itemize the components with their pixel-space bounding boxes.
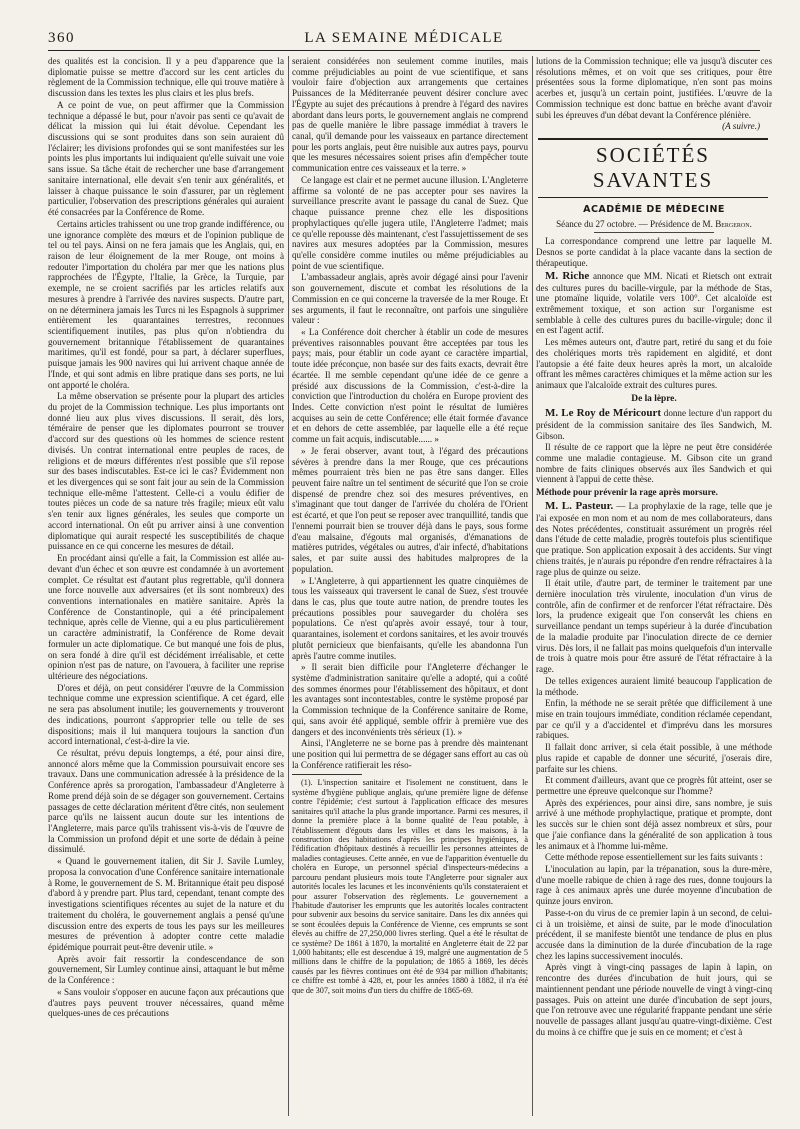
academy-heading: ACADÉMIE DE MÉDECINE	[583, 203, 725, 215]
column-divider	[532, 56, 533, 1116]
section-title: SOCIÉTÉS SAVANTES	[592, 143, 714, 192]
paragraph: Ce résultat, prévu depuis longtemps, a été, pour ainsi dire, annoncé alors même que la Commission poursuivait encore ses travaux. Dans une communication adressée à la présidence de la Conférence après sa prorogation, l'ambassadeur d'Angleterre à Rome prend déjà soin de se dégager son gouvernement. Certains passages de cette déclaration méritent d'être cités, non seulement parce qu'ils ne laissent aucun doute sur les intentions de l'Angleterre, mais parce qu'ils trahissent vis-à-vis de l'œuvre de la Commission un profond dépit et une sorte de dédain à peine dissimulé.	[48, 748, 284, 855]
paragraph: lutions de la Commission technique; elle va jusqu'à discuter ces résolutions mêmes, et on voit que ses critiques, pour être présentées sous la forme diplomatique, n'en sont pas moins acerbes et, jusqu'à un certain point, justifiées. L'œuvre de la Commission technique est donc battue en brèche avant d'avoir subi les épreuves d'un débat devant la Conférence plénière.	[536, 56, 772, 120]
paragraph: Ce langage est clair et ne permet aucune illusion. L'Angleterre affirme sa volonté de ne pas accepter pour ses navires la surveillance prescrite avant le passage du canal de Suez. Que chaque puissance prenne chez elle les dispositions prophylactiques qu'elle jugera utile, l'Angleterre l'admet; mais ce qu'elle repousse dès maintenant, c'est l'assujettissement de ses navires aux mesures adoptées par la Commission, mesures qu'elle considère comme inutiles ou même préjudiciables au point de vue scientifique.	[292, 174, 528, 271]
paragraph: A ce point de vue, on peut affirmer que la Commission technique a dépassé le but, pour n'avoir pas senti ce qu'avait de délicat la mission qui lui était dévolue. Cependant les discussions qui se sont produites dans son sein auraient dû l'éclairer; les divisions profondes qui se sont manifestées sur les points les plus importants lui indiquaient qu'elle suivait une voie sans issue. Sa tâche était de rechercher une base d'arrangement sanitaire international, elle devait s'en tenir aux généralités, et laisser à chaque puissance le soin d'assurer, par un règlement particulier, l'observation des prescriptions générales qui auraient été consacrées par la Conférence de Rome.	[48, 99, 284, 218]
paragraph: Après des expériences, pour ainsi dire, sans nombre, je suis arrivé à une méthode prophylactique, pratique et prompte, dont les succès sur le chien sont déjà assez nombreux et sûrs, pour que j'aie confiance dans la généralité de son application à tous les animaux et à l'homme lui-même.	[536, 797, 772, 851]
paragraph: Cette méthode repose essentiellement sur les faits suivants :	[545, 852, 763, 863]
speaker-name: M. Riche	[545, 269, 590, 282]
column-1	[48, 56, 284, 1116]
paragraph: Les mêmes auteurs ont, d'autre part, retiré du sang et du foie des cholériques morts très rapidement en algidité, et dont l'autopsie a été faite deux heures après la mort, un alcaloïde offrant les mêmes caractères chimiques et la même action sur les animaux que l'alcaloïde extrait des cultures pures.	[536, 337, 772, 391]
section-title-box	[538, 138, 768, 198]
paragraph	[536, 407, 772, 441]
seance-president: Bergeron.	[715, 218, 752, 229]
journal-title: LA SEMAINE MÉDICALE	[304, 30, 504, 46]
paragraph: Ainsi, l'Angleterre ne se borne pas à prendre dès maintenant une position qui lui permettra de se dégager sans effort au cas où la Conférence ratifierait les réso-	[292, 738, 528, 770]
quotation: » Il serait bien difficile pour l'Angleterre d'échanger le système d'administration sanitaire qu'elle a adopté, qui a coûté des sommes énormes pour l'établissement des hôpitaux, et dont les avantages sont incontestables, contre le système proposé par la Commission technique de la Conférence sanitaire de Rome, qui, sans avoir été appliqué, semble offrir à première vue des dangers et des inconvénients très sérieux (1). »	[292, 662, 528, 737]
paragraph: Enfin, la méthode ne se serait prêtée que difficilement à une mise en train toujours immédiate, condition réclamée cependant, par ce qu'il y a d'accidentel et d'imprévu dans les morsures rabiques.	[536, 698, 772, 741]
paragraph: D'ores et déjà, on peut considérer l'œuvre de la Commission technique comme une expression scientifique. A cet égard, elle ne sera pas absolument inutile; les gouvernements y trouveront des indications, pourront s'approprier telle ou telle de ses dispositions; mais il lui manquera toujours la sanction d'un accord international, c'est-à-dire la vie.	[48, 682, 284, 747]
quotation: » L'Angleterre, à qui appartiennent les quatre cinquièmes de tous les vaisseaux qui traversent le canal de Suez, s'est trouvée dans le cas, plus que toute autre nation, de prendre toutes les précautions possibles pour sauvegarder du choléra ses populations. Ce n'est qu'après avoir essayé, tour à tour, quarantaines, isolement et cordons sanitaires, et les avoir trouvés plutôt pernicieux que bienfaisants, qu'elle les abandonna l'un après l'autre comme inutiles.	[292, 575, 528, 661]
footnote-rule	[292, 774, 362, 775]
to-be-continued: (A suivre.)	[722, 121, 760, 132]
speaker-text: donne lecture d'un rapport du président de la commission sanitaire des îles Sandwich, M. Gibson.	[536, 407, 773, 441]
column-divider	[288, 56, 289, 1116]
quotation: « La Conférence doit chercher à établir un code de mesures préventives raisonnables pouvant être acceptées par tous les pays; mais, pour établir un code ayant ce caractère impartial, toute idée préconçue, non basée sur des faits exacts, devrait être écartée. Il me semble cependant qu'une idée de ce genre a présidé aux discussions de la Commission, c'est-à-dire la conviction que l'introduction du choléra en Europe provient des Indes. Cette conviction n'est point le résultat de lumières acquises au sein de cette Conférence; elle était formée d'avance et en dehors de cette assemblée, par laquelle elle a été reçue comme un fait acquis, indiscutable...... »	[292, 326, 528, 445]
page-number: 360	[48, 30, 75, 46]
divider	[594, 232, 714, 233]
paragraph: En procédant ainsi qu'elle a fait, la Commission est allée au-devant d'un échec et son œuvre est condamnée à un avortement complet. Ce résultat est d'autant plus regrettable, qu'il donnera une force nouvelle aux adversaires (et ils sont nombreux) des conventions internationales en matière sanitaire. Après la Conférence de Constantinople, qui a été principalement technique, après celle de Vienne, qui a eu plus particulièrement un caractère administratif, la Conférence de Rome devait formuler un acte diplomatique. Ce but manqué une fois de plus, on sera fondé à dire qu'il est décidément irréalisable, et cette opinion n'est pas de nature, on l'avouera, à faciliter une reprise ultérieure des négociations.	[48, 553, 284, 681]
page-header	[48, 28, 760, 51]
column-2	[292, 56, 528, 1116]
paragraph	[536, 270, 772, 337]
speaker-text: annonce que MM. Nicati et Rietsch ont extrait des cultures pures du bacille-virgule, par la méthode de Stas, une ptomaïne liquide, volatile vers 100°. Cet alcaloïde est extrêmement toxique, et son action sur l'organisme est semblable à celle des cultures pures du bacille-virgule; donc il en est l'agent actif.	[536, 270, 772, 336]
paragraph: Et comment d'ailleurs, avant que ce progrès fût atteint, oser se permettre une épreuve quelconque sur l'homme?	[536, 775, 772, 796]
subheading: De la lèpre.	[631, 393, 677, 404]
paragraph: Certains articles trahissent ou une trop grande indifférence, ou une ignorance complète des mœurs et de l'opinion publique de tel ou tel pays. Ainsi on ne fera jamais que les Anglais, qui, en raison de leur éloignement de la mer Rouge, ont moins à redouter l'importation du choléra par mer que les nations plus rapprochées de l'Égypte, l'Italie, la Grèce, la Turquie, par exemple, ne se croient sacrifiés par les articles relatifs aux mesures à prendre à l'arrivée des navires suspects. D'autre part, on ne déterminera jamais les Turcs ni les Espagnols à supprimer entièrement les quarantaines terrestres, reconnues scientifiquement inutiles, pas plus qu'on n'obtiendra du gouvernement britannique l'établissement de quarantaines maritimes, qu'il est fondé, pour sa part, à déclarer superflues, puisque jamais les 900 navires qui lui arrivent chaque année de l'Inde, et qui sont admis en libre pratique dans ses ports, ne lui ont apporté le choléra.	[48, 218, 284, 390]
quotation: « Sans vouloir s'opposer en aucune façon aux précautions que d'autres pays peuvent trouver nécessaires, quand même quelques-unes de ces précautions	[48, 986, 284, 1019]
paragraph: L'ambassadeur anglais, après avoir dégagé ainsi pour l'avenir son gouvernement, discute et combat les résolutions de la Commission en ce qui concerne la traversée de la mer Rouge. Et ses arguments, il faut le reconnaître, ont parfois une singulière valeur :	[292, 272, 528, 326]
paragraph: De telles exigences auraient limité beaucoup l'application de la méthode.	[536, 675, 772, 697]
seance-text: Séance du 27 octobre. — Présidence de M.	[556, 218, 713, 229]
paragraph: Il résulte de ce rapport que la lèpre ne peut être considérée comme une maladie contagieuse. M. Gibson cite un grand nombre de faits cliniques observés aux îles Sandwich et qui viennent à l'appui de cette thèse.	[536, 442, 772, 485]
column-3	[536, 56, 772, 1116]
speaker-text: — La prophylaxie de la rage, telle que je l'ai exposée en mon nom et au nom de mes collaborateurs, dans des Notes précédentes, constituait assurément un progrès réel dans l'étude de cette maladie, progrès toutefois plus scientifique que pratique. Son application exposait à des accidents. Sur vingt chiens traités, je n'aurais pu répondre d'en rendre réfractaires à la rage plus de quinze ou seize.	[536, 501, 772, 577]
speaker-name: M. L. Pasteur.	[545, 500, 614, 513]
paragraph: Après avoir fait ressortir la condescendance de son gouvernement, Sir Lumley continue ainsi, attaquant le but même de la Conférence :	[48, 953, 284, 986]
subheading: Méthode pour prévenir la rage après morsure.	[536, 487, 718, 498]
quotation: « Quand le gouvernement italien, dit Sir J. Savile Lumley, proposa la convocation d'une Conférence sanitaire internationale à Rome, le gouvernement de S. M. Britannique était peu disposé d'abord à y prendre part. Plus tard, cependant, tenant compte des investigations scientifiques récentes au sujet de la nature et du traitement du choléra, le gouvernement anglais a pensé qu'une discussion entre des experts de tous les pays sur les meilleures mesures de prévention à adopter contre cette maladie épidémique pourrait peut-être devenir utile. »	[48, 856, 284, 952]
paragraph	[536, 500, 772, 577]
paragraph: La correspondance comprend une lettre par laquelle M. Desnos se porte candidat à la place vacante dans la section de thérapeutique.	[536, 236, 772, 268]
paragraph: Passe-t-on du virus de ce premier lapin à un second, de celui-ci à un troisième, et ainsi de suite, par le mode d'inoculation précédent, il se manifeste bientôt une tendance de plus en plus accusée dans la diminution de la durée d'incubation de la rage chez les lapins successivement inoculés.	[536, 907, 772, 961]
paragraph: des qualités est la concision. Il y a peu d'apparence que la diplomatie puisse se mettre d'accord sur les cent articles du règlement de la Commission technique, elle qui trouve matière à discussion dans les textes les plus clairs et les plus brefs.	[48, 56, 284, 99]
paragraph: Il était utile, d'autre part, de terminer le traitement par une dernière inoculation très virulente, inoculation d'un virus de contrôle, afin de confirmer et de renforcer l'état réfractaire. Dès lors, la prudence exigeait que l'on conservât les chiens en surveillance pendant un temps supérieur à la durée d'incubation de la maladie produite par l'inoculation directe de ce dernier virus. Dès lors, il ne fallait pas moins quelquefois d'un intervalle de trois à quatre mois pour être assuré de l'état réfractaire à la rage.	[536, 578, 772, 675]
quotation: » Je ferai observer, avant tout, à l'égard des précautions sévères à prendre dans la mer Rouge, que ces précautions mêmes pourraient très bien ne pas être sans danger. Elles peuvent faire naître un tel sentiment de sécurité que l'on se croie dispensé de prendre chez soi des mesures préventives, en s'imaginant que tout danger de l'arrivée du choléra de l'Orient est écarté, et que l'on peut se reposer avec tranquillité, tandis que l'ennemi pourrait bien se trouver déjà dans le pays, sous forme d'eau malsaine, d'égouts mal organisés, d'émanations de matières putrides, végétales ou autres, d'air infecté, d'habitations sales, et par suite aussi des habitudes malpropres de la population.	[292, 445, 528, 574]
paragraph: L'inoculation au lapin, par la trépanation, sous la dure-mère, d'une moelle rabique de chien à rage des rues, donne toujours la rage à ces animaux après une durée moyenne d'incubation de quinze jours environ.	[536, 864, 772, 907]
paragraph: Il fallait donc arriver, si cela était possible, à une méthode plus rapide et capable de donner une sécurité, j'oserais dire, parfaite sur les chiens.	[536, 742, 772, 774]
footnote: (1). L'inspection sanitaire et l'isolement ne constituent, dans le système d'hygiène publique anglais, qu'une première ligne de défense contre l'épidémie; c'est surtout à l'application efficace des mesures sanitaires qu'il attache la plus grande importance. Parmi ces mesures, il donne la première place à la bonne qualité de l'eau potable, à l'établissement d'égouts dans les villes et dans les maisons, à la construction des habitations d'après les principes hygiéniques, à l'édification d'hôpitaux destinés à recueillir les personnes atteintes de maladies contagieuses. Cette année, en vue de l'apparition éventuelle du choléra en Europe, un personnel spécial d'inspecteurs-médecins a parcouru pendant plusieurs mois toute l'Angleterre pour signaler aux autorités locales les lacunes et les inconvénients qu'ils constateraient et pour assurer l'observation des règlements. Le gouvernement a l'habitude d'autoriser les emprunts que les autorités locales contractent pour subvenir aux besoins du service sanitaire. Dans les dix années qui se sont écoulées depuis la Conférence de Vienne, ces emprunts se sont élevés au chiffre de 27,250,000 livres sterling. Quel a été le résultat de ce système? De 1861 à 1870, la mortalité en Angleterre était de 22 par 1,000 habitants; elle est descendue à 19, malgré une augmentation de 5 millions dans le chiffre de la population; de 1865 à 1869, les décès causés par les fièvres continues ont été de 934 par million d'habitants; ce chiffre est tombé à 428, et, pour les années 1880 à 1882, il n'a été que de 307, soit moins d'un tiers du chiffre de 1865-69.	[292, 778, 528, 995]
paragraph: Après vingt à vingt-cinq passages de lapin à lapin, on rencontre des durées d'incubation de huit jours, qui se maintiennent pendant une période nouvelle de vingt à vingt-cinq passages. Puis on atteint une durée d'incubation de sept jours, que l'on retrouve avec une régularité frappante pendant une série nouvelle de passages allant jusqu'au quatre-vingt-dixième. C'est du moins à ce chiffre que je suis en ce moment; et c'est à	[536, 962, 772, 1037]
speaker-name: M. Le Roy de Méricourt	[545, 406, 662, 419]
paragraph: seraient considérées non seulement comme inutiles, mais comme préjudiciables au point de vue scientifique, et sans vouloir faire d'objection aux arrangements que certaines Puissances de la Méditerranée peuvent désirer conclure avec l'Égypte au sujet des précautions à prendre à l'égard des navires abordant dans leurs ports, le gouvernement anglais ne comprend pas de quelle manière le libre passage immédiat à travers le canal, qu'il demande pour les vaisseaux en partance directement pour les ports anglais, peut être nuisible aux autres pays, pourvu que les mesures nécessaires soient prises afin d'empêcher toute communication entre ces vaisseaux et la terre. »	[292, 56, 528, 174]
seance-line	[536, 219, 772, 230]
paragraph: La même observation se présente pour la plupart des articles du projet de la Commission technique. Les plus importants ont donné lieu aux plus vives discussions. Il serait, dès lors, téméraire de penser que les diplomates pourront se trouver d'accord sur des questions où les hommes de science restent divisés. Un contrat international entre peuples de races, de religions et de mœurs différentes n'est possible que s'il repose sur des bases indiscutables. Est-ce ici le cas? Évidemment non et les divergences qui se sont fait jour au sein de la Commission technique elle-même l'attestent. Celle-ci a voulu édifier de toutes pièces un code de sa nature très fragile; mieux eût valu s'en tenir aux lignes générales, les seules que comporte un accord international. On eût pu arriver ainsi à une convention diplomatique qui aurait respecté les susceptibilités de chaque puissance en ce qui concerne les mesures de détail.	[48, 391, 284, 552]
